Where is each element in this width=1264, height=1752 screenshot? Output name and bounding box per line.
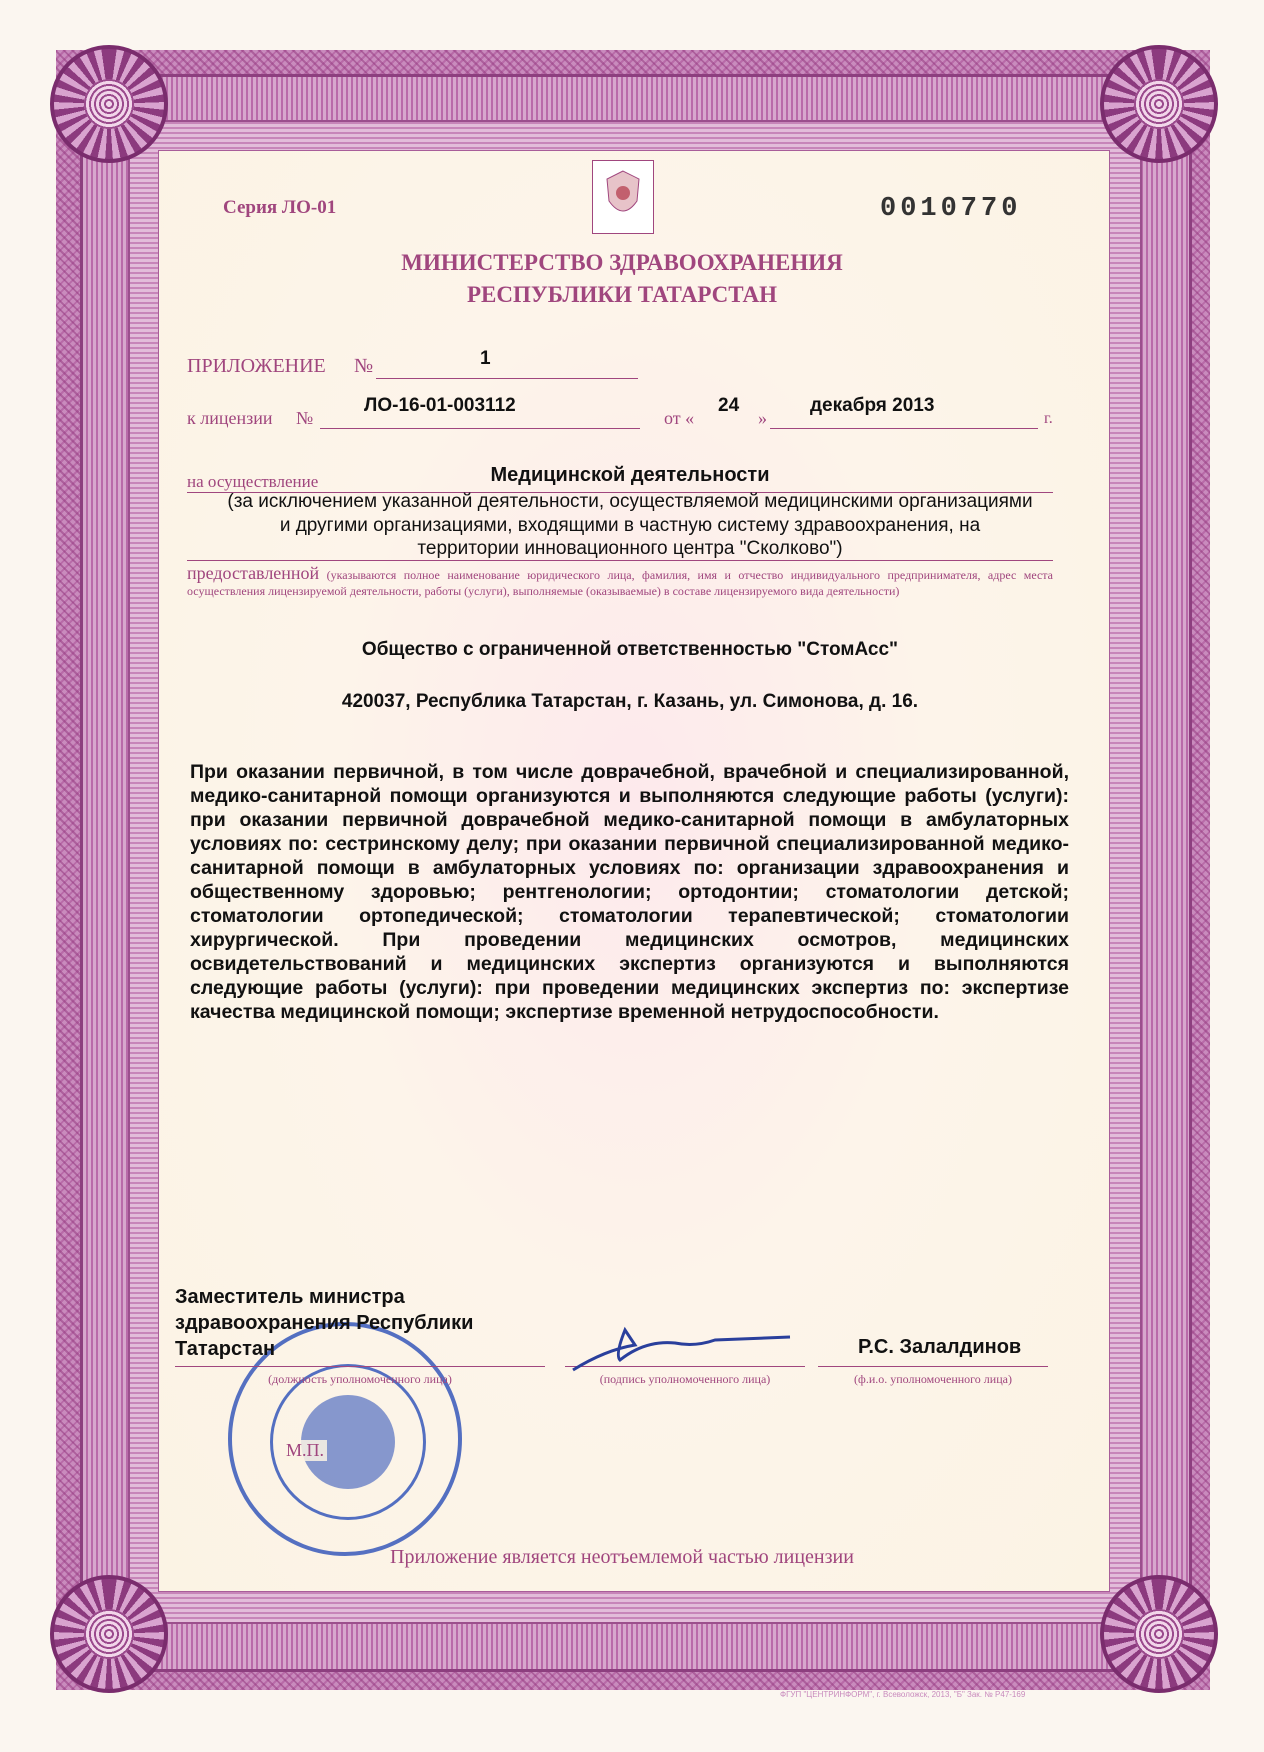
rosette-icon xyxy=(1100,1575,1218,1693)
granted-label: предоставленной xyxy=(187,563,320,583)
position-line: здравоохранения Республики xyxy=(175,1312,474,1334)
coat-of-arms-icon xyxy=(592,160,654,234)
licensed-services-text: При оказании первичной, в том числе доврачебной, врачебной и специализированной, медико-санитарной помощи организуются и выполняются следующие работы (услуги): при оказании первичной доврачебной медико-санитарной помощи в амбулаторных условиях по: сестринскому делу; при оказании первичной специализированной медико-санитарной помощи в амбулаторных условиях по: организации здравоохранения и общественному здоровью; рентгенологии; ортодонтии; стоматологии детской; стоматологии ортопедической; стоматологии терапевтической; стоматологии хирургической. При проведении медицинских осмотров, медицинских освидетельствований и медицинских экспертиз организуются и выполняются следующие работы (услуги): при проведении медицинских экспертиз по: экспертизе качества медицинской помощи; экспертизе временной нетрудоспособности. xyxy=(190,761,1069,1023)
signatory-name: Р.С. Залалдинов xyxy=(858,1336,1022,1358)
position-line: Татарстан xyxy=(175,1338,276,1360)
series-label: Серия ЛО-01 xyxy=(223,197,337,218)
license-no-sign: № xyxy=(296,408,314,428)
from-label: от « xyxy=(664,408,695,428)
quote-close: » xyxy=(758,408,767,428)
activity-exclusion-line2: и другими организациями, входящими в частную систему здравоохранения, на xyxy=(279,515,981,536)
name-caption: (ф.и.о. уполномоченного лица) xyxy=(854,1372,1012,1386)
activity-title: Медицинской деятельности xyxy=(490,464,770,486)
printer-info: ФГУП "ЦЕНТРИНФОРМ", г. Всеволожск, 2013, "Б" Зак. № Р47-169 xyxy=(780,1690,1026,1699)
license-day: 24 xyxy=(718,395,740,416)
license-number: ЛО-16-01-003112 xyxy=(364,395,516,416)
ministry-title-line1: МИНИСТЕРСТВО ЗДРАВООХРАНЕНИЯ xyxy=(401,250,843,275)
signature-caption: (подпись уполномоченного лица) xyxy=(599,1372,771,1386)
ministry-title-line2: РЕСПУБЛИКИ ТАТАРСТАН xyxy=(467,282,777,307)
year-suffix: г. xyxy=(1044,410,1053,427)
organization-address: 420037, Республика Татарстан, г. Казань, ул. Симонова, д. 16. xyxy=(341,691,919,712)
activity-exclusion-line1: (за исключением указанной деятельности, осуществляемой медицинскими организациями xyxy=(227,491,1033,512)
appendix-no-sign: № xyxy=(354,355,374,377)
license-label: к лицензии xyxy=(187,408,273,428)
activity-exclusion-line3: территории инновационного центра "Сколково") xyxy=(417,538,843,559)
granted-note xyxy=(187,565,1053,599)
form-number: 0010770 xyxy=(880,194,1022,224)
position-caption: (должность уполномоченного лица) xyxy=(268,1372,452,1386)
handwritten-signature xyxy=(565,1325,805,1375)
organization-name: Общество с ограниченной ответственностью "СтомАсс" xyxy=(361,639,899,660)
position-line: Заместитель министра xyxy=(175,1286,405,1308)
rosette-icon xyxy=(50,1575,168,1693)
rosette-icon xyxy=(50,45,168,163)
activity-label: на осуществление xyxy=(187,472,319,491)
appendix-number: 1 xyxy=(480,348,491,369)
footer-note: Приложение является неотъемлемой частью лицензии xyxy=(390,1546,854,1568)
signatory-position xyxy=(175,1284,473,1362)
appendix-label: ПРИЛОЖЕНИЕ xyxy=(187,355,326,377)
license-date: декабря 2013 xyxy=(810,395,935,416)
seal-place-label: М.П. xyxy=(283,1440,327,1461)
rosette-icon xyxy=(1100,45,1218,163)
granted-note-text: (указываются полное наименование юридического лица, фамилия, имя и отчество индивидуального предпринимателя, адрес места осуществления лицензируемой деятельности, работы (услуги), выполняемые (оказываемые) в составе лицензируемого вида деятельности) xyxy=(187,568,1054,598)
